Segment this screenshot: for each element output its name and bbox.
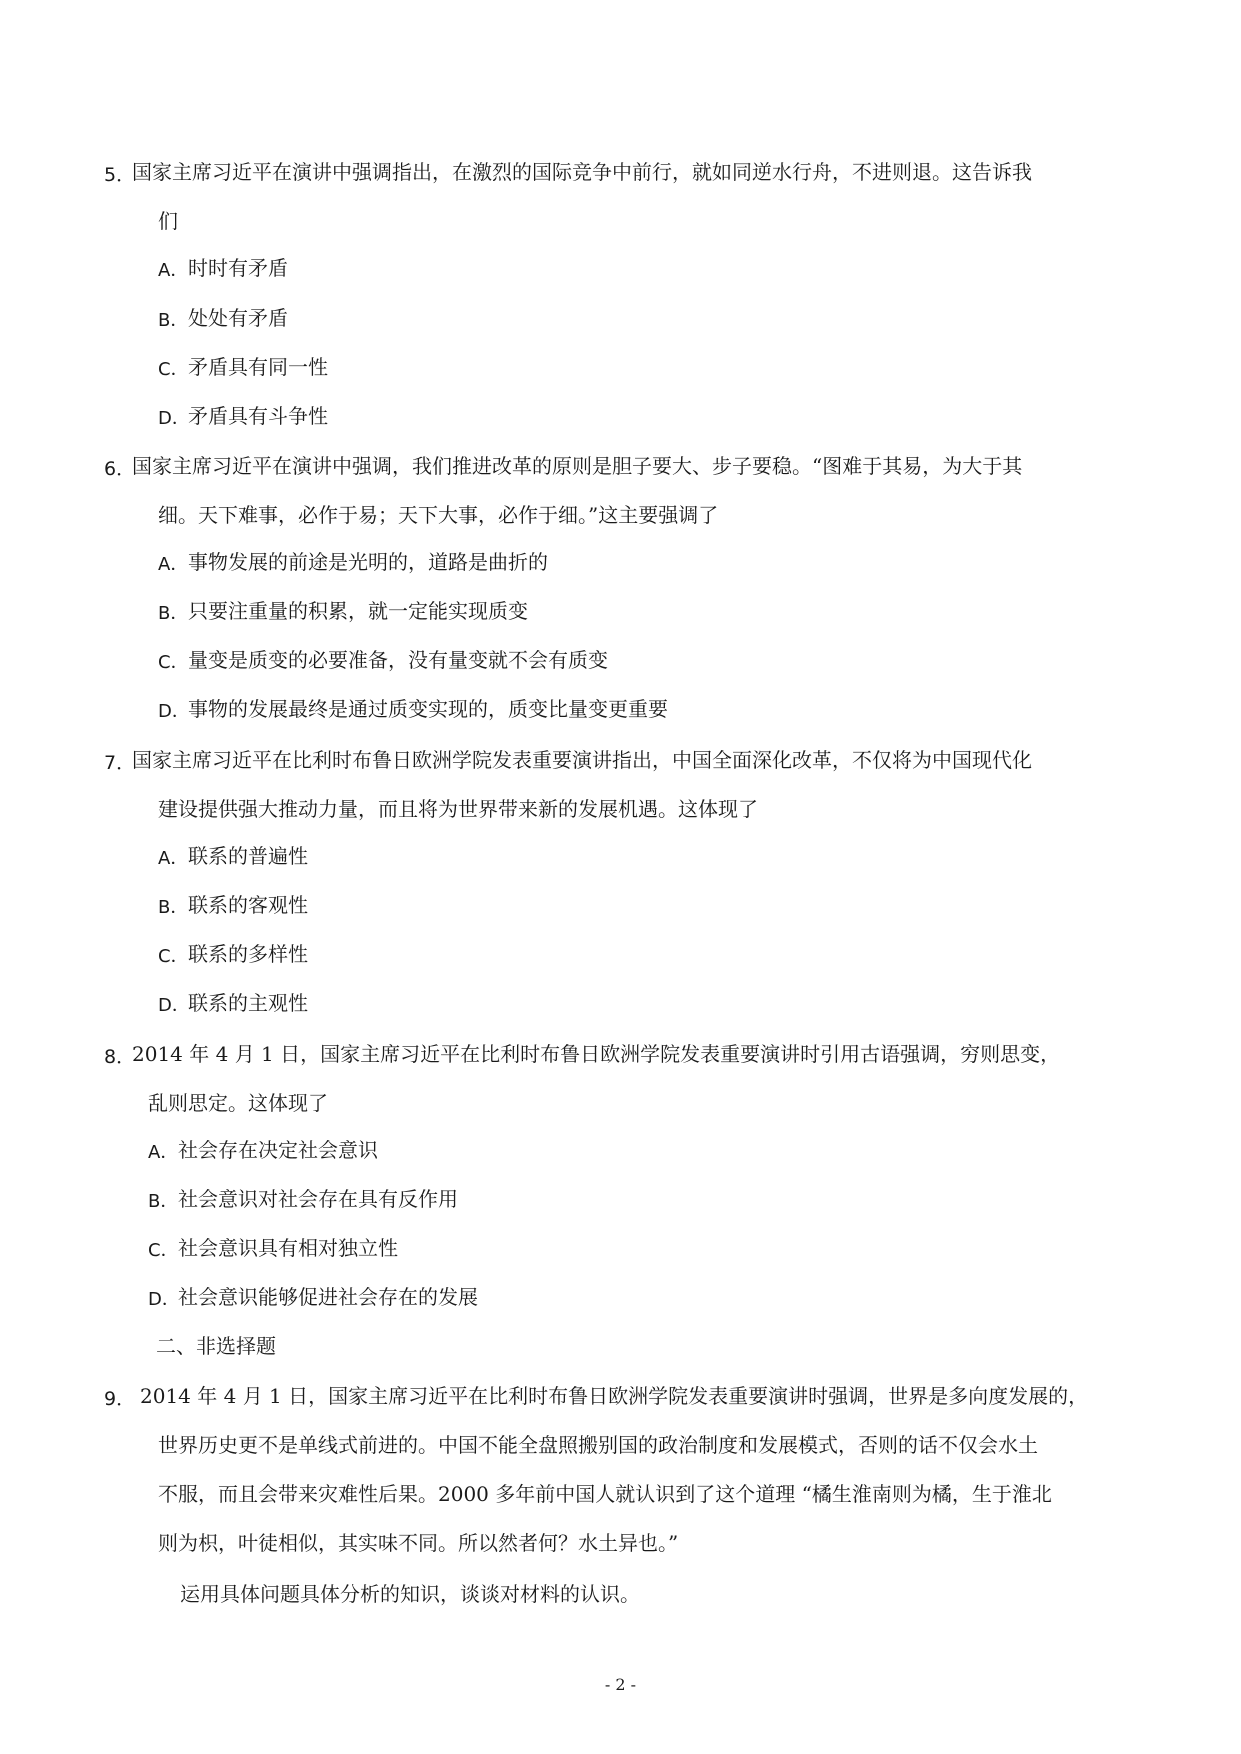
option-letter: B． bbox=[158, 310, 189, 331]
option-letter: B． bbox=[148, 1191, 179, 1212]
option-letter: D． bbox=[148, 1289, 180, 1310]
option-text: 只要注重量的积累，就一定能实现质变 bbox=[188, 599, 528, 623]
option-letter: B． bbox=[158, 603, 189, 624]
option-text: 联系的多样性 bbox=[188, 942, 308, 966]
page-number: - 2 - bbox=[604, 1675, 637, 1694]
option-text: 社会意识具有相对独立性 bbox=[178, 1236, 398, 1260]
question-number: 9． bbox=[104, 1388, 136, 1410]
question-stem: 国家主席习近平在演讲中强调指出，在激烈的国际竞争中前行，就如同逆水行舟，不进则退。这告诉我 bbox=[132, 160, 1032, 184]
option-letter: C． bbox=[158, 652, 189, 673]
option-text: 社会意识对社会存在具有反作用 bbox=[178, 1187, 458, 1211]
question-number: 8． bbox=[104, 1046, 136, 1068]
option-letter: D． bbox=[158, 701, 190, 722]
option-letter: C． bbox=[148, 1240, 179, 1261]
option-text: 事物发展的前途是光明的，道路是曲折的 bbox=[188, 550, 548, 574]
option-letter: D． bbox=[158, 995, 190, 1016]
option-text: 处处有矛盾 bbox=[188, 306, 288, 330]
option-letter: D． bbox=[158, 408, 190, 429]
option-text: 社会意识能够促进社会存在的发展 bbox=[178, 1285, 478, 1309]
question-prompt: 运用具体问题具体分析的知识，谈谈对材料的认识。 bbox=[180, 1582, 640, 1606]
option-text: 联系的客观性 bbox=[188, 893, 308, 917]
question-stem: 国家主席习近平在演讲中强调，我们推进改革的原则是胆子要大、步子要稳。“图难于其易，为大于其 bbox=[132, 454, 1023, 478]
option-text: 事物的发展最终是通过质变实现的，质变比量变更重要 bbox=[188, 697, 668, 721]
question-stem-cont: 不服，而且会带来灾难性后果。2000 多年前中国人就认识到了这个道理 “橘生淮南则为橘，生于淮北 bbox=[158, 1482, 1052, 1506]
question-stem: 2014 年 4 月 1 日，国家主席习近平在比利时布鲁日欧洲学院发表重要演讲时强调，世界是多向度发展的， bbox=[140, 1384, 1089, 1408]
question-stem-cont: 们 bbox=[158, 209, 178, 233]
option-text: 矛盾具有同一性 bbox=[188, 355, 328, 379]
option-letter: A． bbox=[158, 848, 189, 869]
option-letter: A． bbox=[148, 1142, 179, 1163]
question-stem: 2014 年 4 月 1 日，国家主席习近平在比利时布鲁日欧洲学院发表重要演讲时引用古语强调，穷则思变， bbox=[132, 1042, 1061, 1066]
option-text: 联系的主观性 bbox=[188, 991, 308, 1015]
question-stem-cont: 则为枳，叶徒相似，其实味不同。所以然者何？水土异也。” bbox=[158, 1531, 679, 1555]
option-text: 矛盾具有斗争性 bbox=[188, 404, 328, 428]
option-letter: B． bbox=[158, 897, 189, 918]
option-text: 量变是质变的必要准备，没有量变就不会有质变 bbox=[188, 648, 608, 672]
question-stem-cont: 世界历史更不是单线式前进的。中国不能全盘照搬别国的政治制度和发展模式，否则的话不仅会水土 bbox=[158, 1433, 1038, 1457]
option-letter: A． bbox=[158, 554, 189, 575]
option-letter: C． bbox=[158, 946, 189, 967]
question-stem-cont: 乱则思定。这体现了 bbox=[148, 1091, 328, 1115]
option-text: 社会存在决定社会意识 bbox=[178, 1138, 378, 1162]
question-stem: 国家主席习近平在比利时布鲁日欧洲学院发表重要演讲指出，中国全面深化改革，不仅将为中国现代化 bbox=[132, 748, 1032, 772]
option-letter: C． bbox=[158, 359, 189, 380]
question-number: 7． bbox=[104, 752, 136, 774]
option-letter: A． bbox=[158, 260, 189, 281]
question-stem-cont: 细。天下难事，必作于易；天下大事，必作于细。”这主要强调了 bbox=[158, 503, 719, 527]
question-stem-cont: 建设提供强大推动力量，而且将为世界带来新的发展机遇。这体现了 bbox=[158, 797, 758, 821]
section-heading: 二、非选择题 bbox=[156, 1334, 276, 1358]
question-number: 6． bbox=[104, 458, 136, 480]
option-text: 联系的普遍性 bbox=[188, 844, 308, 868]
question-number: 5． bbox=[104, 164, 136, 186]
option-text: 时时有矛盾 bbox=[188, 256, 288, 280]
